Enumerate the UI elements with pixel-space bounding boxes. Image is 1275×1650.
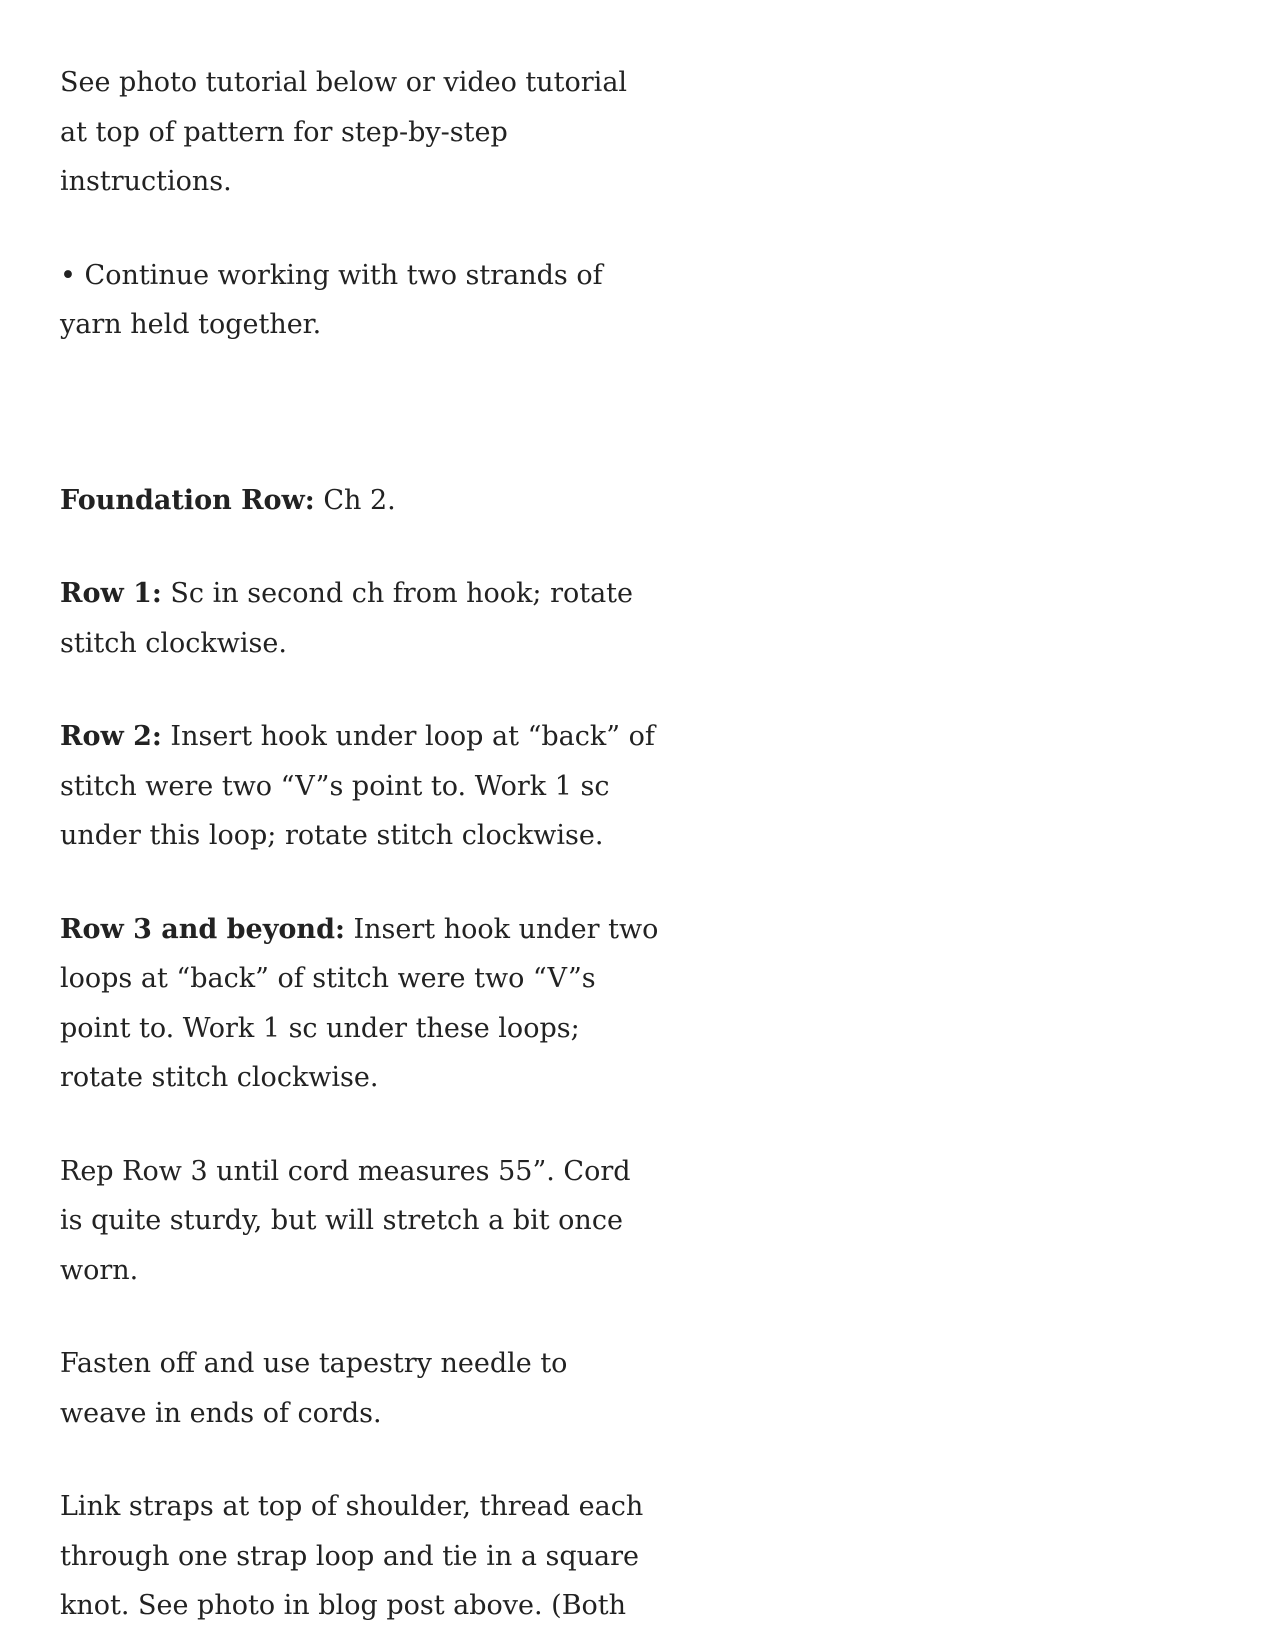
spacer xyxy=(60,861,660,905)
step-foundation-row xyxy=(60,476,660,526)
pattern-instructions xyxy=(60,58,660,1631)
step-label: Row 1: xyxy=(60,578,162,609)
spacer xyxy=(60,1438,660,1482)
step-label: Foundation Row: xyxy=(60,484,315,516)
spacer xyxy=(60,1295,660,1339)
link-straps-paragraph: Link straps at top of shoulder, thread each through one strap loop and tie in a square knot. See photo in blog post above. (Both xyxy=(60,1491,644,1621)
step-text: Sc in second ch from hook; rotate stitch clockwise. xyxy=(60,578,634,659)
spacer xyxy=(60,525,660,569)
fasten-off-paragraph: Fasten off and use tapestry needle to weave in ends of cords. xyxy=(60,1348,568,1429)
intro-paragraph: See photo tutorial below or video tutorial at top of pattern for step-by-step instructions. xyxy=(60,67,628,197)
step-text: Insert hook under loop at “back” of stitch were two “V”s point to. Work 1 sc under this loop; rotate stitch clockwise. xyxy=(60,721,655,851)
spacer xyxy=(60,207,660,251)
spacer xyxy=(60,1103,660,1147)
bullet-marker: • xyxy=(60,259,76,291)
step-text: Ch 2. xyxy=(314,484,396,516)
step-label: Row 3 and beyond: xyxy=(60,913,345,945)
spacer xyxy=(60,350,660,476)
spacer xyxy=(60,668,660,712)
repeat-paragraph: Rep Row 3 until cord measures 55”. Cord is quite sturdy, but will stretch a bit once worn. xyxy=(60,1155,631,1286)
step-row-3-and-beyond xyxy=(60,905,660,1103)
bullet-item xyxy=(60,251,660,350)
step-label: Row 2: xyxy=(60,721,162,752)
step-row-1 xyxy=(60,569,660,668)
bullet-text: Continue working with two strands of yarn held together. xyxy=(60,259,603,340)
step-text: Insert hook under two loops at “back” of stitch were two “V”s point to. Work 1 sc under these loops; rotate stitch clockwise. xyxy=(60,913,659,1093)
step-row-2 xyxy=(60,712,660,861)
